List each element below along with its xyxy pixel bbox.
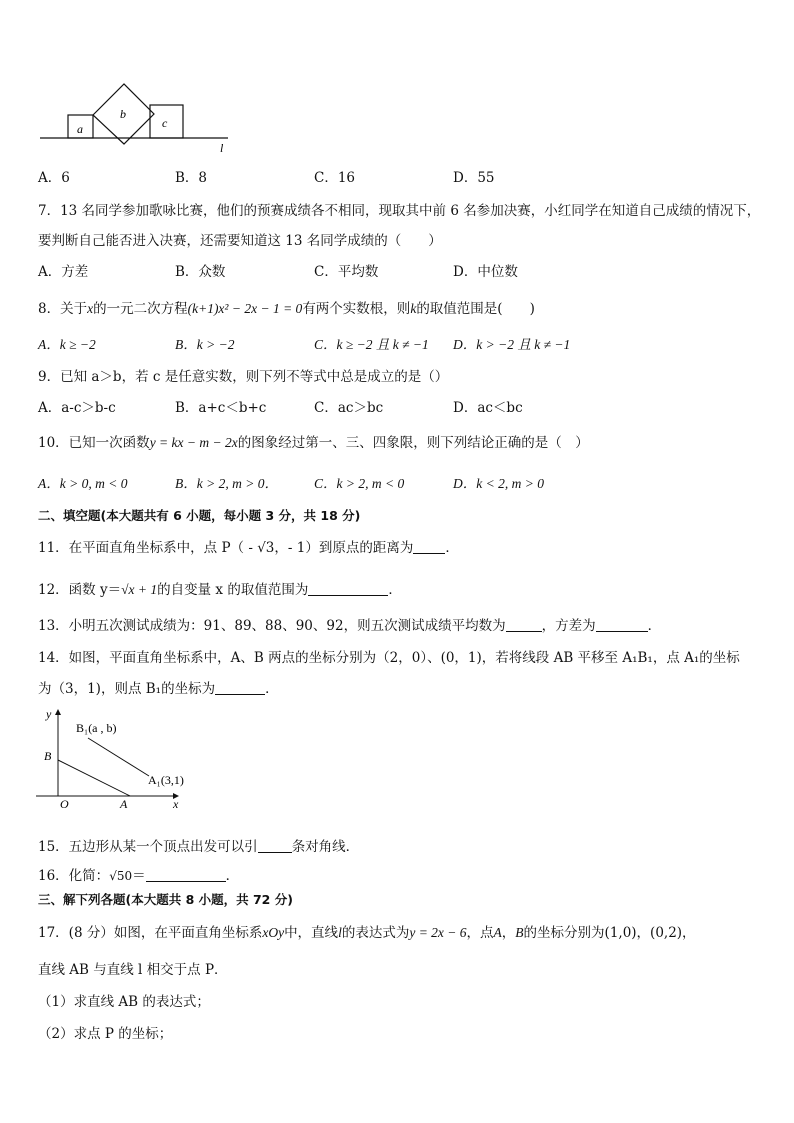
- q8-stem: [38, 297, 535, 317]
- q14-point-a1-label: A₁(3,1): [148, 773, 184, 787]
- q17-text-1d: ，点: [466, 925, 494, 941]
- q11: [38, 536, 459, 556]
- q10-option-d: D．k < 2, m > 0: [453, 476, 544, 491]
- q15: [38, 835, 359, 855]
- line-l-label: l: [220, 141, 224, 154]
- q12: [38, 578, 402, 598]
- q12-sqrt: √x + 1: [121, 582, 158, 597]
- q6-option-a: A．6: [38, 170, 70, 186]
- q17-text-1e: ，: [501, 925, 516, 941]
- q8-option-c: C．k ≥ −2 且 k ≠ −1: [314, 337, 429, 352]
- q14-origin-label: O: [60, 797, 69, 811]
- q10-equation: y = kx − m − 2x: [149, 435, 238, 450]
- q11-text-3: ．: [445, 540, 459, 556]
- q17-xoy: xOy: [262, 925, 285, 940]
- q8-text-3: 有两个实数根，则: [302, 301, 411, 317]
- q7-option-c: C．平均数: [314, 264, 379, 280]
- q14-line2: [38, 677, 279, 697]
- square-a-label: a: [77, 122, 83, 136]
- q14-text-2a: 为（3，1)，则点 B₁的坐标为: [38, 681, 216, 697]
- q14-point-b-label: B: [44, 749, 52, 763]
- q17-line1: [38, 921, 696, 941]
- q14-point-a-label: A: [120, 797, 128, 811]
- q11-text-2: ，- 1）到原点的距离为: [274, 540, 414, 556]
- q17-text-1b: 中，直线: [284, 925, 339, 941]
- q17-sub2: （2）求点 P 的坐标；: [38, 1026, 173, 1042]
- q16-text-1: 16．化简：: [38, 868, 110, 884]
- q12-text-1: 12．函数 y＝: [38, 582, 122, 598]
- q14-line1: 14．如图，平面直角坐标系中，A、B 两点的坐标分别为（2，0）、(0，1)，若将线段 AB 平移至 A₁B₁，点 A₁的坐标: [38, 650, 740, 666]
- q16-answer-blank: [146, 867, 226, 882]
- q8-option-a: A．k ≥ −2: [38, 337, 96, 352]
- q16-sqrt: √50: [109, 869, 133, 883]
- q8-text-4: 的取值范围是( ): [416, 301, 535, 317]
- section-2-heading: 二、填空题(本大题共有 6 小题，每小题 3 分，共 18 分): [38, 508, 361, 523]
- q17-point-a: A: [493, 925, 502, 940]
- q13-variance-blank: [596, 617, 648, 632]
- q17-coords: (1,0)，(0,2)，: [604, 925, 696, 941]
- q8-var-x: x: [87, 301, 94, 316]
- q17-sub1: （1）求直线 AB 的表达式；: [38, 994, 210, 1010]
- q16-text-3: ．: [225, 868, 240, 884]
- q14-point-b1-label: B₁(a , b): [76, 721, 117, 735]
- q10-option-a: A．k > 0, m < 0: [38, 476, 128, 491]
- q9-stem: 9．已知 a＞b，若 c 是任意实数，则下列不等式中总是成立的是（）: [38, 369, 449, 385]
- q17-var-l: l: [338, 925, 342, 940]
- q8-text-1: 8．关于: [38, 301, 88, 317]
- q17-text-1a: 17．(8 分）如图，在平面直角坐标系: [38, 925, 263, 941]
- q12-text-3: ．: [388, 582, 402, 598]
- q13-text-1: 13．小明五次测试成绩为：91、89、88、90、92，则五次测试成绩平均数为: [38, 618, 506, 634]
- q9-option-b: B．a+c＜b+c: [175, 400, 267, 416]
- q13-mean-blank: [506, 617, 542, 632]
- q11-text-1: 11．在平面直角坐标系中，点 P（ -: [38, 540, 258, 556]
- square-c-label: c: [162, 116, 168, 130]
- q13-text-3: ．: [647, 618, 662, 634]
- q11-answer-blank: [413, 539, 445, 554]
- q7-line2: 要判断自己能否进入决赛，还需要知道这 13 名同学成绩的（ ）: [38, 233, 442, 249]
- q17-equation: y = 2x − 6: [409, 925, 467, 940]
- q8-var-k: k: [410, 301, 417, 316]
- q8-option-d: D．k > −2 且 k ≠ −1: [453, 337, 571, 352]
- q15-text-2: 条对角线．: [291, 839, 360, 855]
- q8-equation: (k+1)x² − 2x − 1 = 0: [187, 301, 303, 316]
- q17-text-1c: 的表达式为: [341, 925, 410, 941]
- q14-answer-blank: [215, 680, 265, 695]
- q10-text-2: 的图象经过第一、三、四象限，则下列结论正确的是（ ）: [237, 435, 589, 451]
- q14-coordinate-figure: [30, 702, 200, 812]
- squares-figure: [38, 82, 238, 154]
- square-b-label: b: [120, 107, 126, 121]
- q15-text-1: 15．五边形从某一个顶点出发可以引: [38, 839, 258, 855]
- q9-option-a: A．a-c＞b-c: [38, 400, 116, 416]
- q17-line2: 直线 AB 与直线 l 相交于点 P．: [38, 962, 228, 978]
- q14-text-2b: ．: [265, 681, 279, 697]
- q17-point-b: B: [515, 925, 524, 940]
- q15-answer-blank: [258, 838, 292, 853]
- q10-text-1: 10．已知一次函数: [38, 435, 150, 451]
- q8-option-b: B．k > −2: [175, 337, 235, 352]
- q9-option-c: C．ac＞bc: [314, 400, 384, 416]
- q14-axis-x-label: x: [173, 797, 179, 811]
- q16: [38, 864, 239, 884]
- q7-option-b: B．众数: [175, 264, 226, 280]
- q10-option-c: C．k > 2, m < 0: [314, 476, 405, 491]
- q6-option-c: C．16: [314, 170, 356, 186]
- q14-axis-y-label: y: [46, 707, 52, 721]
- q7-option-a: A．方差: [38, 264, 89, 280]
- q12-text-2: 的自变量 x 的取值范围为: [157, 582, 309, 598]
- q7-option-d: D．中位数: [453, 264, 518, 280]
- q8-text-2: 的一元二次方程: [93, 301, 188, 317]
- q6-option-d: D．55: [453, 170, 495, 186]
- q16-text-2: ＝: [132, 868, 146, 884]
- q13: [38, 614, 661, 634]
- q7-line1: 7．13 名同学参加歌咏比赛，他们的预赛成绩各不相同，现取其中前 6 名参加决赛，小红同学在知道自己成绩的情况下，: [38, 203, 761, 219]
- q12-answer-blank: [308, 581, 388, 596]
- q9-option-d: D．ac＜bc: [453, 400, 523, 416]
- q10-option-b: B．k > 2, m > 0．: [175, 476, 278, 491]
- q17-text-1f: 的坐标分别为: [523, 925, 605, 941]
- q10-stem: [38, 431, 589, 451]
- section-3-heading: 三、解下列各题(本大题共 8 小题，共 72 分): [38, 892, 293, 907]
- q11-sqrt: √3: [257, 540, 275, 556]
- q6-option-b: B．8: [175, 170, 208, 186]
- q13-text-2: ，方差为: [541, 618, 596, 634]
